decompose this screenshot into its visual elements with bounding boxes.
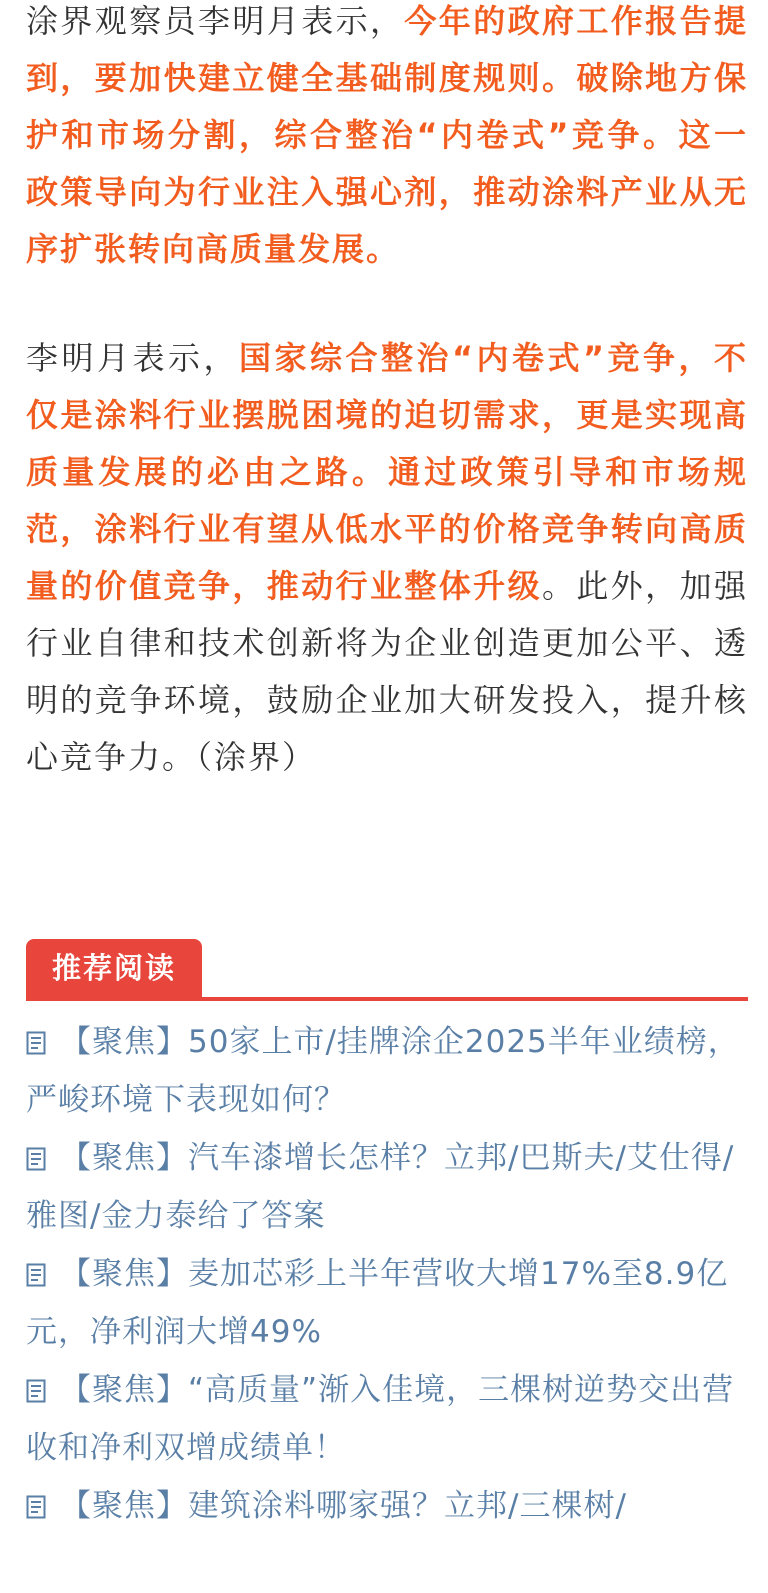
recommend-item[interactable]	[26, 1361, 748, 1477]
recommend-item-title: “高质量”渐入佳境，三棵树逆势交出营收和净利双增成绩单！	[26, 1372, 735, 1466]
recommend-item-tag: 【聚焦】	[60, 1372, 188, 1408]
recommend-item-title: 汽车漆增长怎样？立邦/巴斯夫/艾仕得/雅图/金力泰给了答案	[26, 1140, 735, 1234]
recommend-item-title: 麦加芯彩上半年营收大增17%至8.9亿元，净利润大增49%	[26, 1256, 729, 1350]
recommend-item-tag: 【聚焦】	[60, 1256, 188, 1292]
document-icon	[26, 1495, 46, 1519]
document-icon	[26, 1263, 46, 1287]
recommend-item-tag: 【聚焦】	[60, 1024, 188, 1060]
paragraph-tail-text: 。此外，加强行业自律和技术创新将为企业创造更加公平、透明的竞争环境，鼓励企业加大研发投入，提升核心竞争力。（涂界）	[26, 567, 748, 776]
recommend-item-tag: 【聚焦】	[60, 1140, 188, 1176]
article-paragraph-2	[26, 330, 748, 786]
recommend-item[interactable]	[26, 1245, 748, 1361]
recommend-divider	[26, 997, 748, 1001]
paragraph-highlight-text: 国家综合整治“内卷式”竞争，不仅是涂料行业摆脱困境的迫切需求，更是实现高质量发展的必由之路。通过政策引导和市场规范，涂料行业有望从低水平的价格竞争转向高质量的价值竞争，推动行业整体升级	[26, 339, 748, 605]
recommend-item-title: 建筑涂料哪家强？立邦/三棵树/	[188, 1488, 627, 1524]
recommend-header	[26, 939, 748, 1001]
recommend-item[interactable]	[26, 1129, 748, 1245]
document-icon	[26, 1031, 46, 1055]
recommend-title: 推荐阅读	[26, 939, 202, 998]
paragraph-lead-text: 涂界观察员李明月表示，	[26, 2, 405, 40]
recommend-item[interactable]	[26, 1477, 748, 1593]
document-icon	[26, 1147, 46, 1171]
document-icon	[26, 1379, 46, 1403]
recommend-item-tag: 【聚焦】	[60, 1488, 188, 1524]
recommend-item-title: 50家上市/挂牌涂企2025半年业绩榜，严峻环境下表现如何？	[26, 1024, 740, 1118]
article-paragraph-1	[26, 0, 748, 278]
paragraph-lead-text: 李明月表示，	[26, 339, 239, 377]
paragraph-highlight-text: 今年的政府工作报告提到，要加快建立健全基础制度规则。破除地方保护和市场分割，综合整治“内卷式”竞争。这一政策导向为行业注入强心剂，推动涂料产业从无序扩张转向高质量发展。	[26, 2, 748, 268]
recommend-item[interactable]	[26, 1013, 748, 1129]
recommend-list	[26, 1013, 748, 1593]
